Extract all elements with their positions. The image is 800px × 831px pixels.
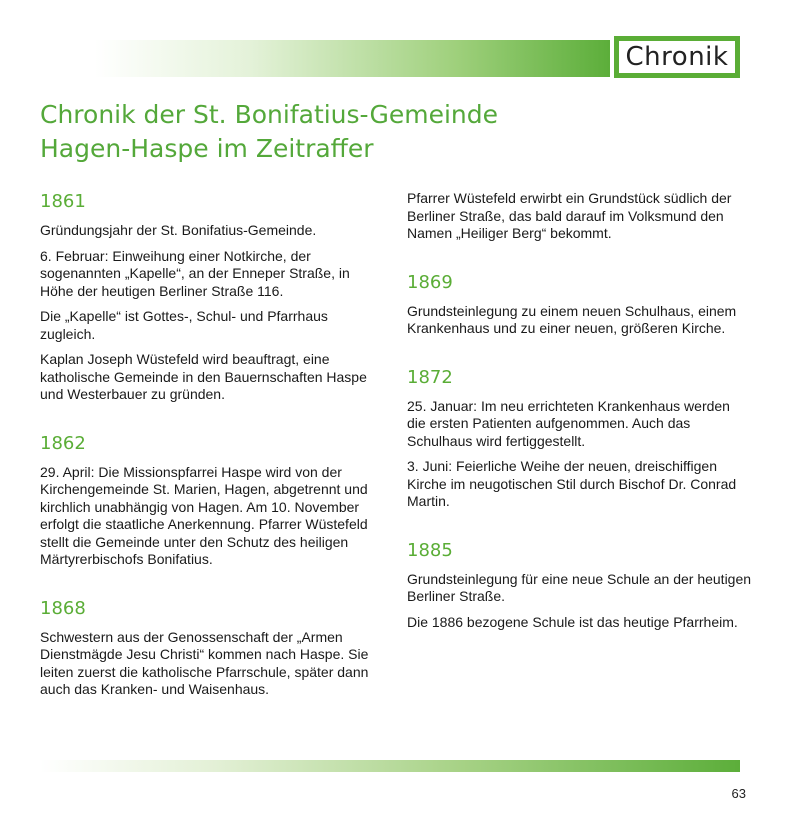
chronicle-section — [407, 539, 752, 632]
chronicle-paragraph: Kaplan Joseph Wüstefeld wird beauftragt, eine katholische Gemeinde in den Bauernschaften Haspe und Westerbauer zu gründen. — [40, 351, 367, 402]
year-heading: 1869 — [407, 271, 453, 293]
chronicle-paragraph: Gründungsjahr der St. Bonifatius-Gemeinde. — [40, 222, 317, 238]
page-number: 63 — [731, 786, 746, 801]
year-heading: 1862 — [40, 432, 86, 454]
chapter-tag — [614, 36, 740, 78]
chronicle-section — [407, 271, 752, 338]
right-column — [407, 190, 752, 659]
chronicle-section — [407, 190, 752, 243]
chronicle-paragraph: Pfarrer Wüstefeld erwirbt ein Grundstück südlich der Berliner Straße, das bald darauf im Volksmund den Namen „Heiliger Berg“ bekommt. — [407, 190, 732, 241]
chronicle-paragraph: 3. Juni: Feierliche Weihe der neuen, dreischiffigen Kirche im neugotischen Stil durch Bischof Dr. Conrad Martin. — [407, 458, 737, 509]
chronicle-paragraph: Die 1886 bezogene Schule ist das heutige Pfarrheim. — [407, 613, 738, 630]
page-title-line-1: Chronik der St. Bonifatius-Gemeinde — [40, 100, 499, 129]
chronicle-paragraph: 6. Februar: Einweihung einer Notkirche, der sogenannten „Kapelle“, an der Enneper Straße, in Höhe der heutigen Berliner Straße 116. — [40, 247, 350, 299]
footer-gradient-band — [40, 760, 740, 772]
chronicle-paragraph: Grundsteinlegung zu einem neuen Schulhaus, einem Krankenhaus und zu einer neuen, größeren Kirche. — [407, 302, 737, 336]
chronicle-section — [407, 366, 752, 511]
chronicle-paragraph: 25. Januar: Im neu errichteten Krankenhaus werden die ersten Patienten aufgenommen. Auch das Schulhaus wird fertiggestellt. — [407, 397, 730, 449]
year-heading: 1872 — [407, 366, 453, 388]
chronicle-section — [40, 190, 370, 404]
chronicle-paragraph: Grundsteinlegung für eine neue Schule an der heutigen Berliner Straße. — [407, 570, 752, 604]
page-title-line-2: Hagen-Haspe im Zeitraffer — [40, 134, 374, 163]
chapter-tag-label: Chronik — [619, 41, 735, 73]
chronicle-paragraph: 29. April: Die Missionspfarrei Haspe wird von der Kirchengemeinde St. Marien, Hagen, abgetrennt und kirchlich unabhängig von Hagen. Am 10. November erfolgt die staatliche Anerkennung. Pfarrer Wüstefeld stellt die Gemeinde unter den Schutz des heiligen Märtyrerbischofs Bonifatius. — [40, 463, 368, 567]
year-heading: 1868 — [40, 597, 86, 619]
page-title — [40, 98, 640, 166]
chronicle-paragraph: Schwestern aus der Genossenschaft der „Armen Dienstmägde Jesu Christi“ kommen nach Haspe. Sie leiten zuerst die katholische Pfarrschule, später dann auch das Kranken- und Waisenhaus. — [40, 628, 369, 697]
left-column — [40, 190, 370, 727]
chronicle-section — [40, 432, 370, 569]
year-heading: 1885 — [407, 539, 453, 561]
year-heading: 1861 — [40, 191, 86, 212]
header-gradient-band — [95, 40, 610, 77]
chronicle-paragraph: Die „Kapelle“ ist Gottes-, Schul- und Pfarrhaus zugleich. — [40, 308, 328, 342]
chronicle-section — [40, 597, 370, 699]
